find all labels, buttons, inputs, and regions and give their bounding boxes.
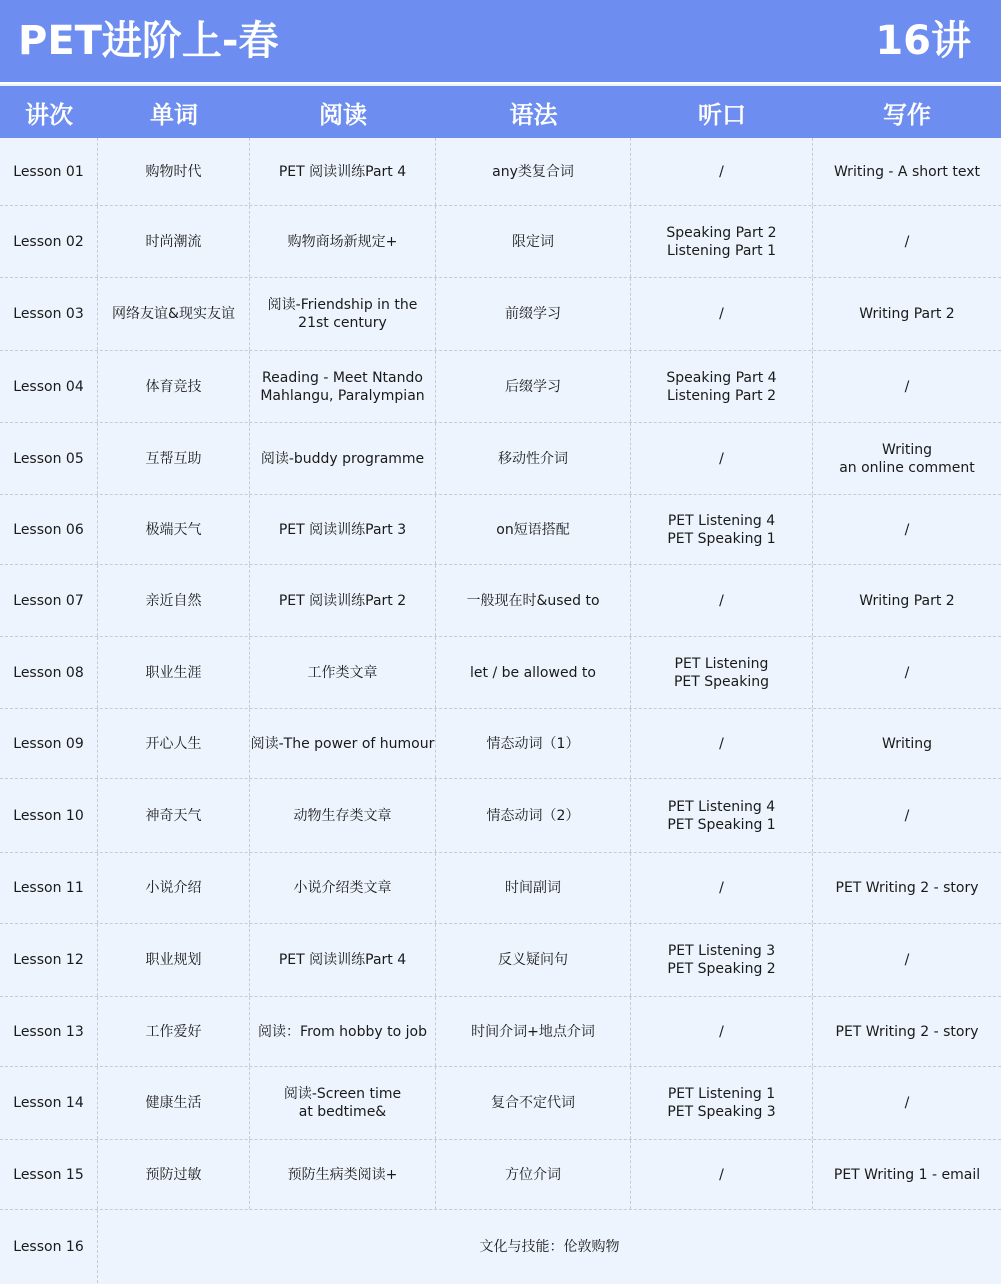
vocab-cell: 职业规划 <box>98 924 250 996</box>
listening-cell: Speaking Part 2 Listening Part 1 <box>631 206 813 277</box>
table-row <box>0 495 1001 565</box>
lesson-cell: Lesson 07 <box>0 565 98 636</box>
writing-cell: Writing - A short text <box>833 163 981 180</box>
table-row <box>0 709 1001 779</box>
header-listening: 听口 <box>698 100 746 129</box>
listening-cell: / <box>631 853 813 923</box>
lesson-cell: Lesson 04 <box>0 351 98 422</box>
writing-cell: PET Writing 2 - story <box>835 880 979 896</box>
lesson-cell: Lesson 15 <box>0 1140 98 1209</box>
reading-cell: 动物生存类文章 <box>250 779 436 852</box>
reading-cell: 小说介绍类文章 <box>250 853 436 923</box>
table-row <box>0 924 1001 997</box>
grammar-cell: 移动性介词 <box>436 423 631 494</box>
grammar-cell: 方位介词 <box>436 1140 631 1209</box>
vocab-cell: 亲近自然 <box>98 565 250 636</box>
writing-cell: / <box>904 378 910 395</box>
writing-cell: PET Writing 2 - story <box>835 1023 979 1040</box>
lesson-cell: Lesson 11 <box>0 853 98 923</box>
reading-cell: PET 阅读训练Part 4 <box>250 138 436 205</box>
table-row <box>0 853 1001 924</box>
reading-cell: 阅读：From hobby to job <box>250 997 436 1066</box>
header-lesson: 讲次 <box>25 100 73 129</box>
listening-cell: PET Listening 3 PET Speaking 2 <box>631 924 813 996</box>
writing-cell: / <box>904 952 910 968</box>
reading-cell: 阅读-buddy programme <box>250 423 436 494</box>
reading-cell: PET 阅读训练Part 2 <box>250 565 436 636</box>
grammar-cell: 复合不定代词 <box>436 1067 631 1139</box>
grammar-cell: 情态动词（1） <box>436 709 631 778</box>
table-row <box>0 1067 1001 1140</box>
vocab-cell: 购物时代 <box>98 138 250 205</box>
listening-cell: / <box>631 565 813 636</box>
table-row <box>0 138 1001 206</box>
vocab-cell: 健康生活 <box>98 1067 250 1139</box>
reading-cell: 购物商场新规定+ <box>250 206 436 277</box>
table-header <box>0 86 1001 138</box>
listening-cell: PET Listening 1 PET Speaking 3 <box>631 1067 813 1139</box>
listening-cell: Speaking Part 4 Listening Part 2 <box>631 351 813 422</box>
vocab-cell: 极端天气 <box>98 495 250 564</box>
reading-cell: 预防生病类阅读+ <box>250 1140 436 1209</box>
listening-cell: / <box>631 709 813 778</box>
reading-cell: 工作类文章 <box>250 637 436 708</box>
lesson-cell: Lesson 09 <box>0 709 98 778</box>
reading-cell: Reading - Meet Ntando Mahlangu, Paralympian <box>250 351 436 422</box>
table-row <box>0 1140 1001 1210</box>
lesson-cell: Lesson 13 <box>0 997 98 1066</box>
header-grammar: 语法 <box>509 100 558 129</box>
vocab-cell: 体育竞技 <box>98 351 250 422</box>
grammar-cell: let / be allowed to <box>436 637 631 708</box>
lesson-cell: Lesson 02 <box>0 206 98 277</box>
vocab-cell: 网络友谊&现实友谊 <box>98 278 250 350</box>
grammar-cell: on短语搭配 <box>436 495 631 564</box>
lesson-cell: Lesson 06 <box>0 495 98 564</box>
listening-cell: / <box>631 423 813 494</box>
grammar-cell: 前缀学习 <box>436 278 631 350</box>
grammar-cell: 一般现在时&used to <box>436 565 631 636</box>
writing-cell: Writing an online comment <box>839 441 975 476</box>
writing-cell: / <box>904 233 910 250</box>
table-row-final <box>0 1210 1001 1283</box>
table-row <box>0 997 1001 1067</box>
grammar-cell: 反义疑问句 <box>436 924 631 996</box>
grammar-cell: 情态动词（2） <box>436 779 631 852</box>
page-title: PET进阶上-春 <box>18 18 279 64</box>
vocab-cell: 职业生涯 <box>98 637 250 708</box>
writing-cell: Writing Part 2 <box>859 592 955 609</box>
vocab-cell: 时尚潮流 <box>98 206 250 277</box>
culture-skills-cell: 文化与技能：伦敦购物 <box>479 1238 620 1255</box>
lesson-cell: Lesson 05 <box>0 423 98 494</box>
lesson-cell: Lesson 16 <box>0 1210 98 1283</box>
writing-cell: / <box>904 1095 910 1111</box>
header-reading: 阅读 <box>319 100 367 129</box>
lesson-cell: Lesson 12 <box>0 924 98 996</box>
vocab-cell: 神奇天气 <box>98 779 250 852</box>
listening-cell: / <box>631 138 813 205</box>
table-row <box>0 637 1001 709</box>
writing-cell: / <box>904 521 910 538</box>
vocab-cell: 开心人生 <box>98 709 250 778</box>
listening-cell: / <box>631 997 813 1066</box>
table-row <box>0 206 1001 278</box>
lesson-cell: Lesson 08 <box>0 637 98 708</box>
reading-cell: 阅读-The power of humour <box>250 709 436 778</box>
writing-cell: / <box>904 807 910 824</box>
table-row <box>0 351 1001 423</box>
listening-cell: PET Listening 4 PET Speaking 1 <box>631 779 813 852</box>
lesson-cell: Lesson 10 <box>0 779 98 852</box>
listening-cell: PET Listening PET Speaking <box>631 637 813 708</box>
writing-cell: Writing Part 2 <box>859 306 955 322</box>
grammar-cell: 后缀学习 <box>436 351 631 422</box>
grammar-cell: 时间介词+地点介词 <box>436 997 631 1066</box>
writing-cell: PET Writing 1 - email <box>833 1166 981 1183</box>
vocab-cell: 预防过敏 <box>98 1140 250 1209</box>
table-row <box>0 423 1001 495</box>
table-body <box>0 138 1001 1283</box>
reading-cell: PET 阅读训练Part 4 <box>250 924 436 996</box>
table-row <box>0 278 1001 351</box>
lesson-cell: Lesson 03 <box>0 278 98 350</box>
title-bar <box>0 0 1001 84</box>
grammar-cell: 时间副词 <box>436 853 631 923</box>
vocab-cell: 工作爱好 <box>98 997 250 1066</box>
table-row <box>0 779 1001 853</box>
writing-cell: / <box>904 664 910 681</box>
header-writing: 写作 <box>883 100 931 129</box>
reading-cell: 阅读-Friendship in the 21st century <box>250 278 436 350</box>
listening-cell: PET Listening 4 PET Speaking 1 <box>631 495 813 564</box>
table-row <box>0 565 1001 637</box>
lesson-cell: Lesson 14 <box>0 1067 98 1139</box>
lesson-cell: Lesson 01 <box>0 138 98 205</box>
reading-cell: 阅读-Screen time at bedtime& <box>250 1067 436 1139</box>
vocab-cell: 互帮互助 <box>98 423 250 494</box>
grammar-cell: 限定词 <box>436 206 631 277</box>
reading-cell: PET 阅读训练Part 3 <box>250 495 436 564</box>
vocab-cell: 小说介绍 <box>98 853 250 923</box>
grammar-cell: any类复合词 <box>436 138 631 205</box>
listening-cell: / <box>631 278 813 350</box>
listening-cell: / <box>631 1140 813 1209</box>
lecture-count: 16讲 <box>875 18 971 64</box>
header-vocab: 单词 <box>150 100 198 129</box>
writing-cell: Writing <box>882 735 932 752</box>
